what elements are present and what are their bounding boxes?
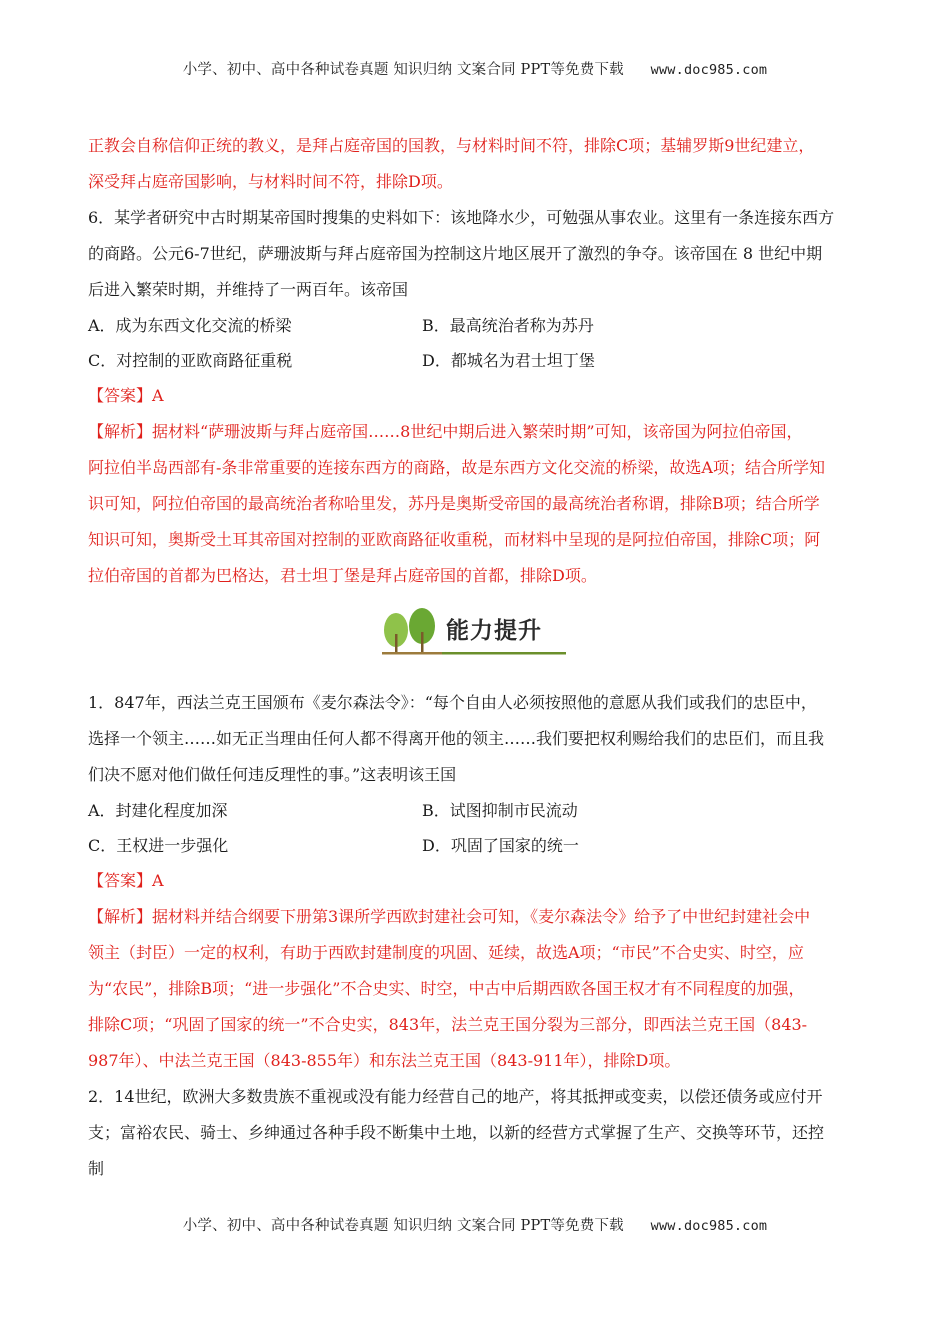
option-b: B．最高统治者称为苏丹	[422, 316, 594, 335]
explanation-line: 987年）、中法兰克王国（843-855年）和东法兰克王国（843-911年），排除D项。	[88, 1051, 681, 1070]
question-6-line: 的商路。公元6-7世纪，萨珊波斯与拜占庭帝国为控制这片地区展开了激烈的争夺。该帝国在 8 世纪中期	[88, 244, 823, 263]
question-1-line: 1．847年，西法兰克王国颁布《麦尔森法令》：“每个自由人必须按照他的意愿从我们或我们的忠臣中，	[88, 693, 817, 712]
footer-text: 小学、初中、高中各种试卷真题 知识归纳 文案合同 PPT等免费下载	[182, 1218, 624, 1234]
question-6-options-row	[88, 308, 868, 343]
header-url[interactable]: www.doc985.com	[650, 62, 768, 78]
explanation-line: 识可知，阿拉伯帝国的最高统治者称哈里发，苏丹是奥斯受帝国的最高统治者称谓，排除B项；结合所学	[88, 494, 820, 513]
question-6-line: 6．某学者研究中古时期某帝国时搜集的史料如下：该地降水少，可勉强从事农业。这里有一条连接东西方	[88, 208, 835, 227]
question-2-line: 制	[88, 1159, 105, 1178]
page-header	[0, 58, 950, 79]
header-text: 小学、初中、高中各种试卷真题 知识归纳 文案合同 PPT等免费下载	[182, 62, 624, 78]
explanation-line: 【解析】据材料“萨珊波斯与拜占庭帝国……8世纪中期后进入繁荣时期”可知，该帝国为阿拉伯帝国，	[88, 422, 803, 441]
explanation-line: 排除C项；“巩固了国家的统一”不合史实，843年，法兰克王国分裂为三部分，即西法兰克王国（843-	[88, 1015, 808, 1034]
question-2-line: 支；富裕农民、骑士、乡绅通过各种手段不断集中土地，以新的经营方式掌握了生产、交换等环节，还控	[88, 1123, 825, 1142]
page-footer	[0, 1214, 950, 1235]
explanation-line: 为“农民”，排除B项；“进一步强化”不合史实、时空，中古中后期西欧各国王权才有不同程度的加强，	[88, 979, 805, 998]
question-2-line: 2．14世纪，欧洲大多数贵族不重视或没有能力经营自己的地产，将其抵押或变卖，以偿还债务或应付开	[88, 1087, 823, 1106]
question-1-line: 选择一个领主……如无正当理由任何人都不得离开他的领主……我们要把权利赐给我们的忠臣们，而且我	[88, 729, 825, 748]
answer: 【答案】A	[88, 386, 164, 405]
option-c: C．对控制的亚欧商路征重税	[88, 351, 293, 370]
explanation-line: 知识可知，奥斯受土耳其帝国对控制的亚欧商路征收重税，而材料中呈现的是阿拉伯帝国，排除C项；阿	[88, 530, 821, 549]
explanation-line: 深受拜占庭帝国影响，与材料时间不符，排除D项。	[88, 172, 453, 191]
option-d: D．巩固了国家的统一	[422, 836, 579, 855]
question-6-options-row	[88, 343, 868, 378]
option-a: A．成为东西文化交流的桥梁	[88, 316, 292, 335]
question-1-options-row	[88, 793, 868, 828]
explanation-line: 阿拉伯半岛西部有-条非常重要的连接东西方的商路，故是东西方文化交流的桥梁，故选A项；结合所学知	[88, 458, 825, 477]
question-6-line: 后进入繁荣时期，并维持了一两百年。该帝国	[88, 280, 409, 299]
explanation-line: 领主（封臣）一定的权利，有助于西欧封建制度的巩固、延续，故选A项；“市民”不合史实、时空，应	[88, 943, 804, 962]
question-1-line: 们决不愿对他们做任何违反理性的事。”这表明该王国	[88, 765, 457, 784]
section-title: 能力提升	[446, 618, 542, 644]
option-d: D．都城名为君士坦丁堡	[422, 351, 595, 370]
explanation-line: 拉伯帝国的首都为巴格达，君士坦丁堡是拜占庭帝国的首都，排除D项。	[88, 566, 597, 585]
option-a: A．封建化程度加深	[88, 801, 228, 820]
section-banner	[380, 608, 568, 658]
footer-url[interactable]: www.doc985.com	[650, 1218, 768, 1234]
option-c: C．王权进一步强化	[88, 836, 229, 855]
question-1-options-row	[88, 828, 868, 863]
explanation-line: 正教会自称信仰正统的教义，是拜占庭帝国的国教，与材料时间不符，排除C项；基辅罗斯9世纪建立，	[88, 136, 815, 155]
explanation-line: 【解析】据材料并结合纲要下册第3课所学西欧封建社会可知，《麦尔森法令》给予了中世纪封建社会中	[88, 907, 811, 926]
answer: 【答案】A	[88, 871, 164, 890]
option-b: B．试图抑制市民流动	[422, 801, 578, 820]
